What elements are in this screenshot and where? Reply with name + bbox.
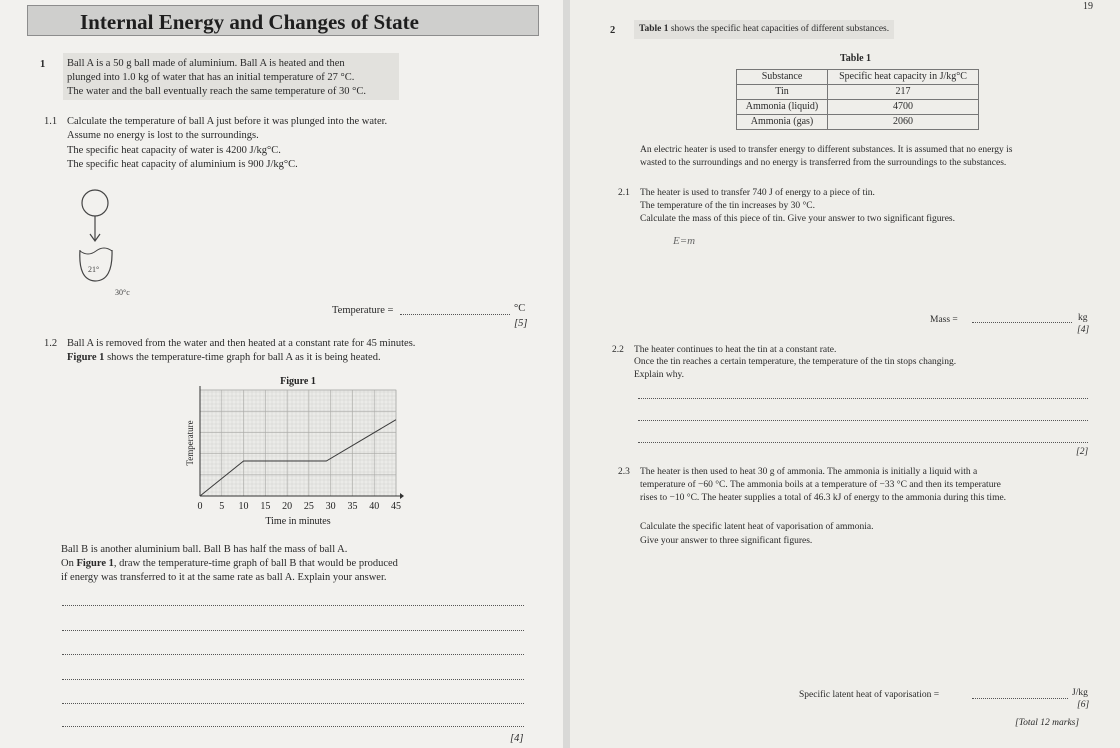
answer-line-2[interactable]: [62, 630, 524, 631]
q2-3-line-5: Give your answer to three significant figures.: [640, 536, 813, 546]
temperature-unit: °C: [514, 303, 526, 314]
q2-2-answer-line-1[interactable]: [638, 398, 1088, 399]
chart-x-axis-arrow: [400, 493, 404, 499]
chart-x-tick-label: 5: [219, 501, 225, 512]
chart-x-tick-label: 20: [282, 501, 293, 512]
table-cell: 2060: [828, 115, 979, 130]
mass-answer-line[interactable]: [972, 322, 1072, 323]
chart-x-tick-label: 10: [238, 501, 249, 512]
mass-answer-label: Mass =: [930, 315, 958, 325]
answer-line-1[interactable]: [62, 605, 524, 606]
table-ref: Table 1: [639, 24, 669, 34]
chart-x-tick-label: 45: [391, 501, 401, 512]
title-banner: [27, 5, 539, 36]
q1-1-line-3: The specific heat capacity of water is 4200 J/kg°C.: [67, 145, 281, 156]
ball-b-line-1: Ball B is another aluminium ball. Ball B has half the mass of ball A.: [61, 544, 348, 555]
latent-heat-unit: J/kg: [1072, 688, 1088, 698]
q1-intro-line-2: plunged into 1.0 kg of water that has an initial temperature of 27 °C.: [67, 72, 355, 83]
figure-ref-2: Figure 1: [76, 558, 114, 569]
table-cell: 4700: [828, 100, 979, 115]
ball-b-line-2: [61, 557, 398, 570]
q1-2-number: 1.2: [44, 338, 58, 349]
q2-2-answer-line-3[interactable]: [638, 442, 1088, 443]
right-page: [570, 0, 1120, 748]
q2-1-number: 2.1: [618, 188, 630, 198]
on-prefix: On: [61, 558, 77, 569]
q1-intro-line-1: Ball A is a 50 g ball made of aluminium. Ball A is heated and then: [67, 58, 345, 69]
q2-intro-rest: shows the specific heat capacities of different substances.: [668, 24, 890, 34]
chart-x-tick-label: 35: [347, 501, 358, 512]
chart-x-tick-label: 25: [303, 501, 314, 512]
q2-3-line-3: rises to −10 °C. The heater supplies a total of 46.3 kJ of energy to the ammonia during this time.: [640, 493, 1007, 503]
q2-3-number: 2.3: [618, 467, 630, 477]
page-title: Internal Energy and Changes of State: [80, 10, 419, 34]
q1-1-number: 1.1: [44, 116, 58, 127]
table-row: [737, 115, 979, 130]
chart-x-tick-label: 30: [325, 501, 336, 512]
table-header-cell: Specific heat capacity in J/kg°C: [828, 70, 979, 85]
q2-2-number: 2.2: [612, 345, 624, 355]
q2-3-line-1: The heater is then used to heat 30 g of ammonia. The ammonia is initially a liquid with a: [640, 467, 978, 477]
table-cell: Ammonia (liquid): [737, 100, 828, 115]
chart-y-axis-label: Temperature: [185, 420, 195, 466]
table-cell: Tin: [737, 85, 828, 100]
chart-x-tick-label: 0: [197, 501, 203, 512]
q2-3-line-4: Calculate the specific latent heat of vaporisation of ammonia.: [640, 522, 874, 532]
q1-2-line-2-rest: shows the temperature-time graph for ball A as it is being heated.: [104, 352, 381, 363]
chart-x-tick-label: 40: [369, 501, 380, 512]
answer-line-6[interactable]: [62, 726, 524, 727]
q2-2-line-3: Explain why.: [634, 370, 685, 380]
temperature-answer-line[interactable]: [400, 314, 510, 315]
q1-2-marks: [4]: [510, 733, 524, 744]
q2-number: 2: [610, 25, 616, 36]
specific-heat-table: [736, 69, 979, 130]
chart-x-tick-label: 15: [260, 501, 271, 512]
q1-1-line-1: Calculate the temperature of ball A just before it was plunged into the water.: [67, 116, 388, 127]
q2-2-answer-line-2[interactable]: [638, 420, 1088, 421]
q2-2-marks: [2]: [1076, 447, 1089, 457]
table-header-cell: Substance: [737, 70, 828, 85]
q2-2-line-1: The heater continues to heat the tin at a constant rate.: [634, 345, 837, 355]
ball-b-line-3: if energy was transferred to it at the same rate as ball A. Explain your answer.: [61, 572, 387, 583]
answer-line-4[interactable]: [62, 679, 524, 680]
heater-text-2: wasted to the surroundings and no energy is transferred from the surroundings to the substances.: [640, 158, 1007, 168]
table-row: [737, 100, 979, 115]
handwritten-sketch: [70, 185, 150, 300]
sketch-label-1: 21°: [88, 265, 100, 274]
q1-intro-line-3: The water and the ball eventually reach the same temperature of 30 °C.: [67, 86, 366, 97]
q2-1-line-2: The temperature of the tin increases by 30 °C.: [640, 201, 816, 211]
temperature-answer-label: Temperature =: [332, 305, 394, 316]
q2-intro: [634, 20, 894, 39]
table-row: [737, 85, 979, 100]
heater-text-1: An electric heater is used to transfer energy to different substances. It is assumed that no energy is: [640, 145, 1013, 155]
page-number: 19: [1083, 1, 1093, 12]
table-cell: Ammonia (gas): [737, 115, 828, 130]
answer-line-5[interactable]: [62, 703, 524, 704]
table-title: Table 1: [840, 53, 872, 64]
handwritten-scribble: E=m: [673, 235, 696, 247]
q1-1-line-2: Assume no energy is lost to the surroundings.: [67, 130, 259, 141]
chart-x-axis-label: Time in minutes: [265, 516, 331, 527]
q1-number: 1: [40, 59, 46, 70]
q2-1-line-1: The heater is used to transfer 740 J of energy to a piece of tin.: [640, 188, 875, 198]
q2-3-marks: [6]: [1077, 700, 1090, 710]
q1-1-line-4: The specific heat capacity of aluminium is 900 J/kg°C.: [67, 159, 298, 170]
q2-2-line-2: Once the tin reaches a certain temperature, the temperature of the tin stops changing.: [634, 357, 957, 367]
q2-3-line-2: temperature of −60 °C. The ammonia boils at a temperature of −33 °C and then its temperature: [640, 480, 1001, 490]
sketch-label-2: 30°c: [115, 288, 130, 297]
q1-intro-box: [63, 53, 399, 100]
mass-unit: kg: [1078, 313, 1088, 323]
answer-line-3[interactable]: [62, 654, 524, 655]
q1-2-line-1: Ball A is removed from the water and then heated at a constant rate for 45 minutes.: [67, 338, 416, 349]
ball-b-line-2-rest: , draw the temperature-time graph of ball B that would be produced: [113, 558, 398, 569]
latent-heat-answer-label: Specific latent heat of vaporisation =: [799, 690, 940, 700]
chart-title: Figure 1: [280, 376, 316, 387]
figure-ref: Figure 1: [67, 352, 105, 363]
table-cell: 217: [828, 85, 979, 100]
latent-heat-answer-line[interactable]: [972, 698, 1068, 699]
q1-2-line-2: [67, 351, 381, 364]
total-marks: [Total 12 marks]: [1015, 718, 1080, 728]
q2-1-line-3: Calculate the mass of this piece of tin. Give your answer to two significant figures.: [640, 214, 956, 224]
q1-1-marks: [5]: [514, 318, 528, 329]
figure-1-chart: [178, 370, 413, 532]
table-header-row: [737, 70, 979, 85]
q2-1-marks: [4]: [1077, 325, 1090, 335]
